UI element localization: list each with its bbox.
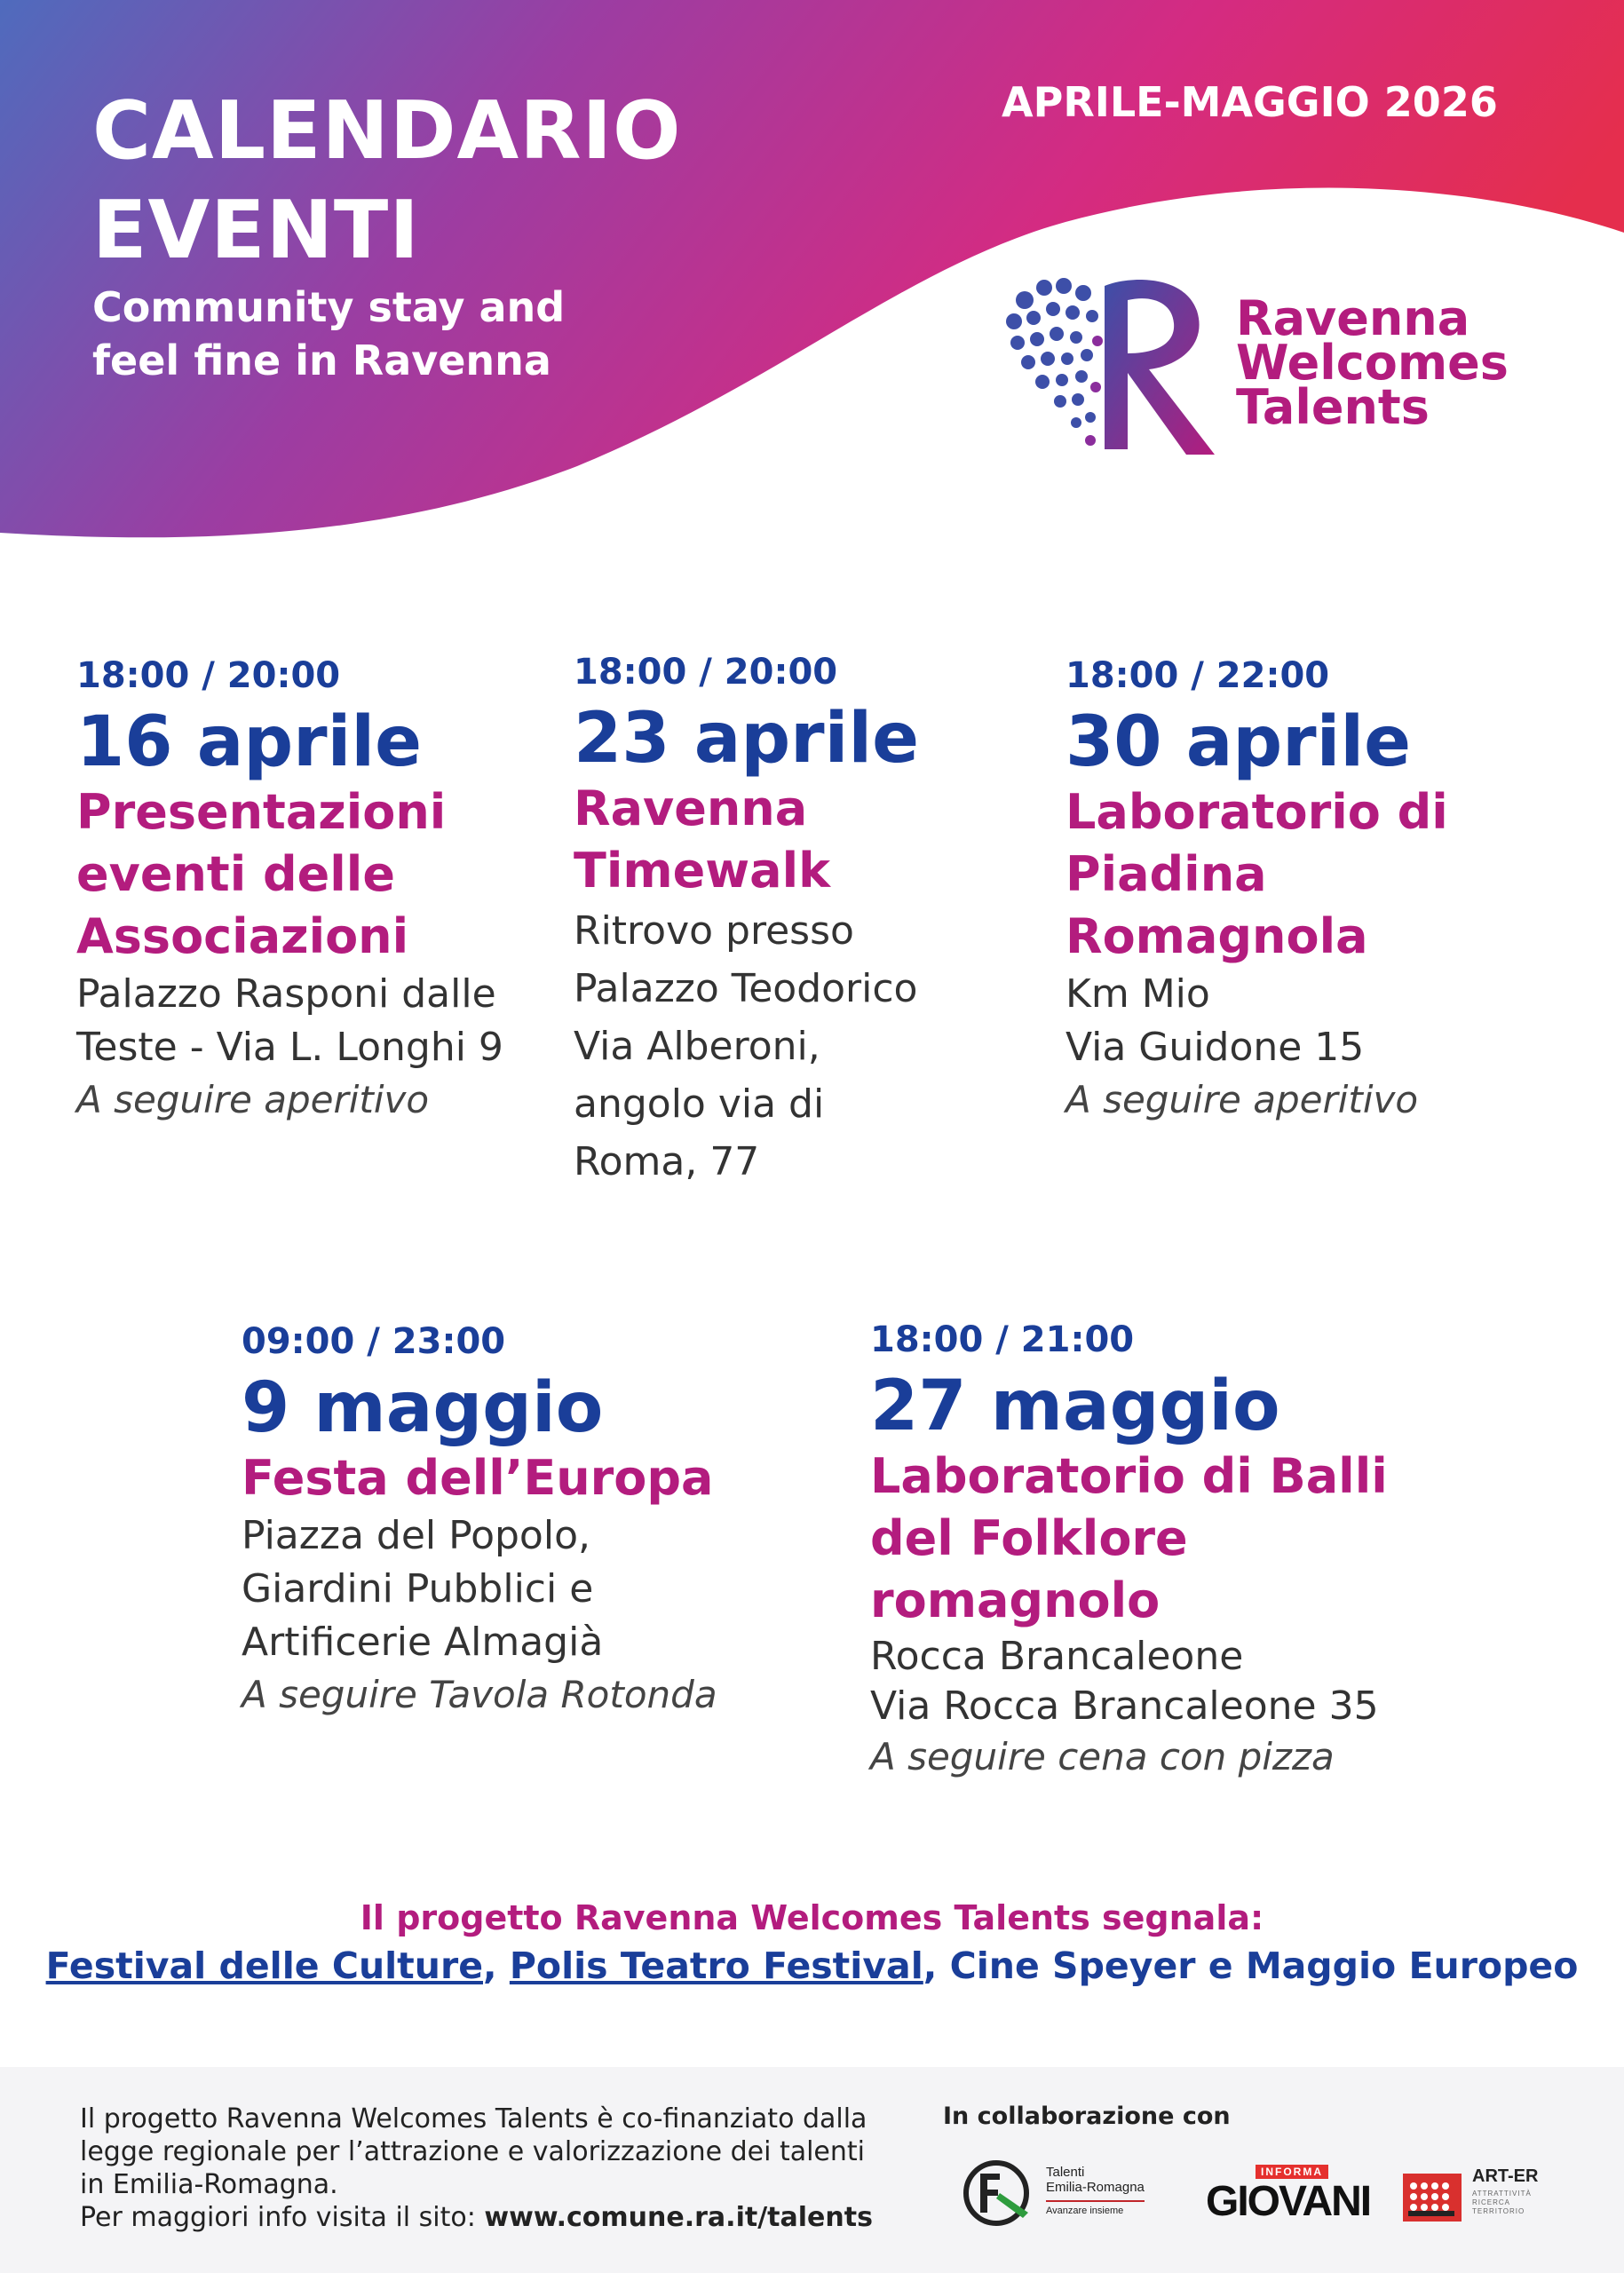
event-place-line: Giardini Pubblici e — [242, 1566, 594, 1612]
event-place-line: Ritrovo presso — [574, 908, 854, 954]
event-title-line: Romagnola — [1066, 908, 1368, 964]
event-place-line: Roma, 77 — [574, 1139, 760, 1184]
event-card-9-maggio — [242, 1319, 810, 1721]
event-title — [870, 1445, 1474, 1632]
event-date: 9 maggio — [242, 1368, 604, 1448]
event-title-line: Timewalk — [574, 843, 830, 899]
event-time: 18:00 / 21:00 — [870, 1319, 1135, 1360]
event-title-line: Presentazioni — [76, 784, 447, 840]
event-time: 18:00 / 20:00 — [76, 655, 341, 696]
event-card-16-aprile — [76, 653, 556, 1126]
talenti-emilia-romagna-logo — [961, 2156, 1156, 2230]
er-logo-tagline: Avanzare insieme — [1046, 2200, 1145, 2219]
signals-links — [0, 1944, 1624, 1987]
event-date: 27 maggio — [870, 1366, 1280, 1446]
event-title-line: Laboratorio di Balli — [870, 1448, 1388, 1504]
event-place-line: Via Guidone 15 — [1066, 1025, 1365, 1070]
event-title-line: del Folklore — [870, 1510, 1188, 1566]
event-place — [76, 968, 556, 1074]
logo-line-2: Welcomes — [1236, 335, 1509, 391]
link-polis-teatro-festival[interactable]: Polis Teatro Festival — [509, 1944, 923, 1987]
page-subtitle — [92, 281, 565, 387]
event-title-line: eventi delle — [76, 846, 395, 902]
event-note: A seguire Tavola Rotonda — [242, 1673, 717, 1716]
footer-info-prefix: Per maggiori info visita il sito: — [80, 2202, 485, 2233]
event-date: 23 aprile — [574, 699, 920, 779]
event-title — [76, 781, 556, 968]
event-date: 30 aprile — [1066, 702, 1412, 782]
event-place-line: Palazzo Teodorico — [574, 966, 918, 1011]
event-title — [574, 778, 1035, 902]
er-logo-icon — [961, 2156, 1035, 2230]
er-logo-text — [1046, 2165, 1145, 2219]
event-time: 18:00 / 22:00 — [1066, 655, 1330, 696]
signals-heading: Il progetto Ravenna Welcomes Talents segnala: — [360, 1898, 1264, 1937]
event-place — [1066, 968, 1563, 1074]
art-er-sub-line: TERRITORIO — [1472, 2207, 1525, 2215]
event-time: 18:00 / 20:00 — [574, 652, 838, 693]
subtitle-line-1: Community stay and — [92, 283, 566, 331]
event-title — [1066, 781, 1563, 968]
event-place-line: Rocca Brancaleone — [870, 1634, 1244, 1679]
art-er-mark-icon — [1401, 2170, 1465, 2225]
event-place — [574, 902, 1035, 1191]
link-separator: , — [483, 1944, 510, 1987]
event-title-line: Laboratorio di — [1066, 784, 1448, 840]
event-title-line: Ravenna — [574, 780, 808, 836]
er-logo-line: Talenti — [1046, 2165, 1085, 2180]
er-logo-line: Emilia-Romagna — [1046, 2180, 1145, 2195]
event-title — [242, 1447, 810, 1509]
signals-rest: , Cine Speyer e Maggio Europeo — [923, 1944, 1579, 1987]
footer-text — [80, 2103, 923, 2234]
event-place-line: Via Rocca Brancaleone 35 — [870, 1683, 1379, 1729]
event-place-line: angolo via di — [574, 1081, 825, 1127]
event-place — [242, 1509, 810, 1669]
event-place-line: Via Alberoni, — [574, 1024, 820, 1069]
event-title-line: Associazioni — [76, 908, 409, 964]
footer-line: in Emilia-Romagna. — [80, 2169, 338, 2200]
giovani-logo-top: INFORMA — [1256, 2165, 1328, 2179]
event-place-line: Piazza del Popolo, — [242, 1513, 590, 1558]
event-title-line: romagnolo — [870, 1572, 1161, 1628]
art-er-sub — [1472, 2190, 1532, 2216]
event-place-line: Palazzo Rasponi dalle — [76, 971, 496, 1017]
event-date: 16 aprile — [76, 702, 423, 782]
title-line-1: CALENDARIO — [92, 84, 682, 178]
logo-line-3: Talents — [1236, 379, 1430, 435]
art-er-sub-line: RICERCA — [1472, 2198, 1511, 2206]
collaboration-label: In collaborazione con — [943, 2103, 1231, 2130]
footer-line: Il progetto Ravenna Welcomes Talents è co-finanziato dalla — [80, 2103, 867, 2134]
event-note: A seguire aperitivo — [1066, 1078, 1419, 1121]
event-place-line: Km Mio — [1066, 971, 1210, 1017]
event-card-27-maggio — [870, 1318, 1474, 1783]
event-place — [870, 1632, 1474, 1731]
art-er-name: ART-ER — [1472, 2166, 1539, 2186]
art-er-logo — [1401, 2166, 1543, 2229]
event-note: A seguire aperitivo — [76, 1078, 430, 1121]
subtitle-line-2: feel fine in Ravenna — [92, 337, 551, 384]
event-note: A seguire cena con pizza — [870, 1735, 1335, 1778]
footer-site-link[interactable]: www.comune.ra.it/talents — [484, 2202, 873, 2233]
page-title — [92, 82, 682, 281]
event-title-line: Festa dell’Europa — [242, 1450, 714, 1506]
footer-info-line — [80, 2201, 923, 2234]
event-card-23-aprile — [574, 650, 1035, 1191]
link-festival-delle-culture[interactable]: Festival delle Culture — [45, 1944, 483, 1987]
period-label: APRILE-MAGGIO 2026 — [1002, 78, 1498, 126]
informa-giovani-logo — [1206, 2165, 1371, 2229]
event-place-line: Teste - Via L. Longhi 9 — [76, 1025, 503, 1070]
event-card-30-aprile — [1066, 653, 1563, 1126]
event-time: 09:00 / 23:00 — [242, 1321, 506, 1362]
footer-line: legge regionale per l’attrazione e valorizzazione dei talenti — [80, 2136, 866, 2167]
event-title-line: Piadina — [1066, 846, 1267, 902]
art-er-sub-line: ATTRATTIVITÀ — [1472, 2190, 1532, 2198]
giovani-logo-main: GIOVANI — [1206, 2178, 1371, 2225]
ravenna-welcomes-talents-logo-icon — [998, 266, 1229, 463]
logo-wordmark — [1236, 290, 1509, 435]
title-line-2: EVENTI — [92, 184, 420, 277]
event-place-line: Artificerie Almagià — [242, 1620, 604, 1665]
logo-line-1: Ravenna — [1236, 290, 1470, 346]
